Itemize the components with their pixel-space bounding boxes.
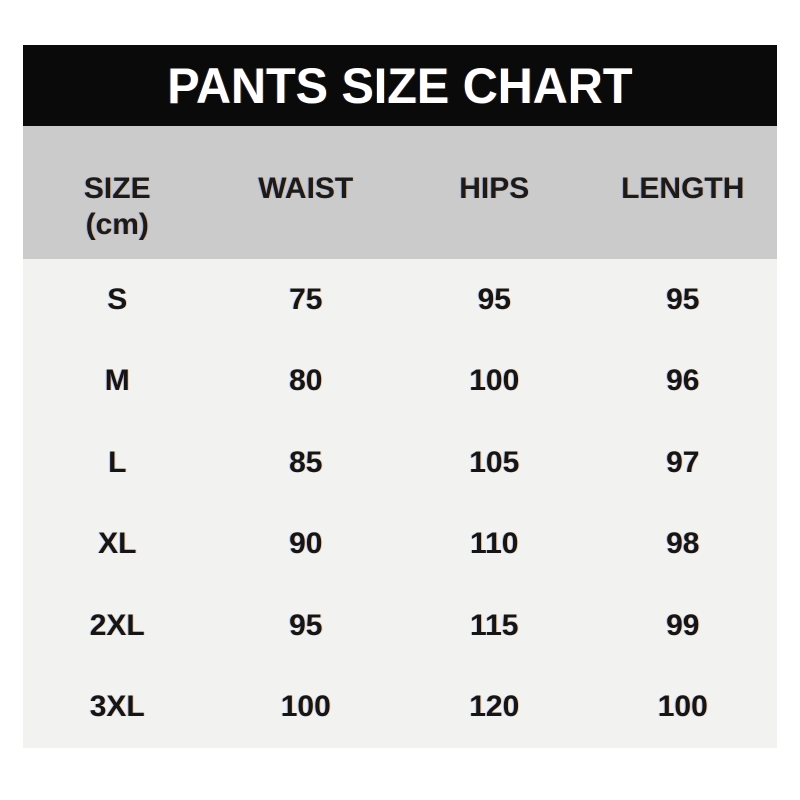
table-row-s bbox=[23, 259, 777, 341]
column-header-waist bbox=[212, 126, 401, 259]
table-row-xl bbox=[23, 504, 777, 586]
column-header-size bbox=[23, 126, 212, 259]
header-row bbox=[23, 126, 777, 259]
column-header-size-line1: SIZE bbox=[83, 172, 151, 205]
column-header-length bbox=[589, 126, 778, 259]
waist-cell: 85 bbox=[289, 445, 323, 479]
length-cell: 98 bbox=[666, 527, 700, 561]
hips-cell: 120 bbox=[469, 690, 520, 724]
waist-cell: 95 bbox=[289, 608, 323, 642]
size-cell: 3XL bbox=[89, 690, 145, 724]
hips-cell: 105 bbox=[469, 445, 520, 479]
column-header-waist-label: WAIST bbox=[258, 172, 354, 205]
size-cell: S bbox=[107, 282, 128, 316]
length-cell: 97 bbox=[666, 445, 700, 479]
size-chart bbox=[23, 45, 777, 748]
size-cell: XL bbox=[98, 527, 137, 561]
length-cell: 100 bbox=[657, 690, 708, 724]
hips-cell: 95 bbox=[477, 282, 511, 316]
size-cell: 2XL bbox=[89, 608, 145, 642]
column-header-hips bbox=[400, 126, 589, 259]
hips-cell: 115 bbox=[470, 608, 519, 642]
waist-cell: 90 bbox=[289, 527, 323, 561]
column-header-size-line2: (cm) bbox=[85, 208, 149, 241]
waist-cell: 100 bbox=[280, 690, 331, 724]
table-row-l bbox=[23, 422, 777, 504]
table-row-3xl bbox=[23, 667, 777, 749]
hips-cell: 110 bbox=[470, 527, 519, 561]
column-header-hips-label: HIPS bbox=[459, 172, 530, 205]
column-header-length-label: LENGTH bbox=[621, 172, 745, 205]
size-cell: M bbox=[104, 364, 130, 398]
length-cell: 96 bbox=[666, 364, 700, 398]
title-bar bbox=[23, 45, 777, 126]
table-row-2xl bbox=[23, 585, 777, 667]
chart-title: PANTS SIZE CHART bbox=[167, 57, 633, 114]
size-cell: L bbox=[108, 445, 127, 479]
waist-cell: 75 bbox=[289, 282, 323, 316]
waist-cell: 80 bbox=[289, 364, 323, 398]
table-body bbox=[23, 259, 777, 748]
length-cell: 95 bbox=[666, 282, 700, 316]
table-row-m bbox=[23, 341, 777, 423]
hips-cell: 100 bbox=[469, 364, 520, 398]
length-cell: 99 bbox=[666, 608, 700, 642]
